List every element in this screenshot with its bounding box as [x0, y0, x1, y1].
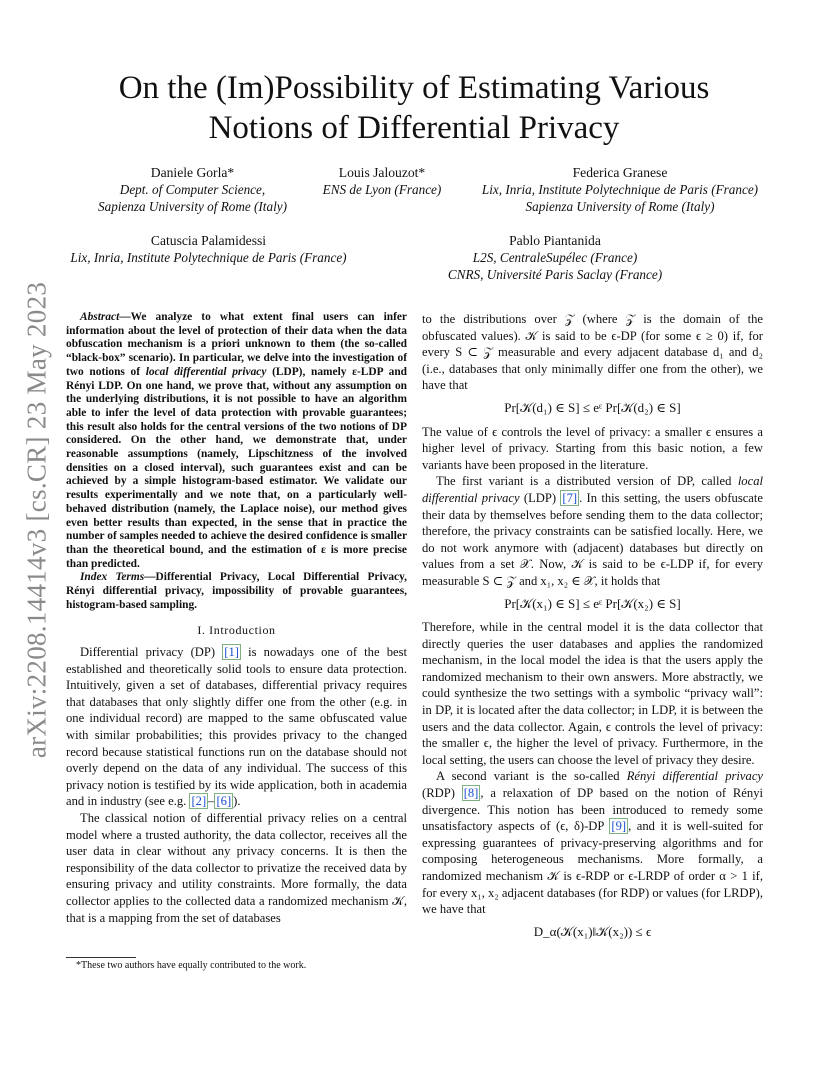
- body-paragraph: The value of ϵ controls the level of privacy: a smaller ϵ ensures a higher level of privacy. Starting from this basic notion, a few variants have been proposed in the literature.: [422, 424, 763, 472]
- paper-title: [70, 68, 758, 148]
- author-name: Catuscia Palamidessi: [150, 233, 267, 248]
- author-block-piantanida: [430, 232, 680, 283]
- author-name: Federica Granese: [572, 165, 668, 180]
- abstract-label: Abstract: [80, 311, 120, 323]
- author-affiliation: L2S, CentraleSupélec (France): [472, 250, 638, 265]
- abstract: Abstract—We analyze to what extent final users can infer information about the level of protection of their data when the data obfuscation mechanism is a priori unknown to them (the so-called “black-box” scenario). In particular, we delve into the investigation of two notions of local differential privacy (LDP), namely ε-LDP and Rényi LDP. On one hand, we prove that, without any assumption on the underlying distributions, it is not possible to have an algorithm able to infer the level of data protection with provable guarantees; this result also holds for the central versions of the two notions of DP considered. On the other hand, we demonstrate that, under reasonable assumptions (namely, Lipschitzness of the involved densities on a closed interval), such guarantees exist and can be achieved by a simple histogram-based estimator. We validate our results experimentally and we note that, on a particularly well-behaved distribution (namely, the Laplace noise), our method gives even better results than expected, in the sense that in practice the number of samples needed to achieve the desired confidence is smaller than the theoretical bound, and the estimation of ε is more precise than predicted.: [66, 311, 408, 570]
- author-block-jalouzot: [304, 164, 460, 198]
- author-name: Pablo Piantanida: [509, 233, 601, 248]
- citation-link[interactable]: [6]: [216, 794, 232, 809]
- arxiv-sidebar: [14, 272, 60, 768]
- equation-dp: Pr[𝒦(d₁) ∈ S] ≤ eᵋ Pr[𝒦(d₂) ∈ S]: [504, 399, 681, 415]
- citation-link[interactable]: [2]: [191, 794, 207, 809]
- author-affiliation: Sapienza University of Rome (Italy): [525, 199, 715, 214]
- citation-link[interactable]: [1]: [224, 645, 239, 660]
- citation-link[interactable]: [9]: [611, 819, 627, 834]
- right-column: [422, 311, 763, 947]
- equation-rdp: D_α(𝒦(x₁)‖𝒦(x₂)) ≤ ϵ: [533, 923, 652, 939]
- footnote: *These two authors have equally contributed to the work.: [76, 960, 307, 971]
- body-paragraph: Therefore, while in the central model it is the data collector that directly queries the user databases and applies the randomized mechanism, in the local model the idea is that the users apply the randomized mechanism to their own answers. More abstractly, we could synthesize the two settings with a symbolic “privacy wall”: in DP, it is located after the data collector; in LDP, it is between the users and the data collector. Again, ϵ controls the level of privacy: the smaller ϵ, the higher the level of privacy. Furthermore, in the local setting, the users can choose the level of privacy they desire.: [422, 620, 763, 767]
- intro-paragraph-2: The classical notion of differential privacy relies on a central model where a trusted authority, the data collector, receives all the user data in clear without any privacy concerns. It is then the responsibility of the data collector to privatize the received data by ensuring privacy and utility constraints. More formally, the data collector applies to the collected data a randomized mechanism 𝒦, that is a mapping from the set of databases: [66, 811, 407, 925]
- body-paragraph: A second variant is the so-called Rényi differential privacy (RDP) [8] , a relaxation of DP based on the notion of Rényi divergence. This notion has been introduced to remedy some unsatisfactory aspects of (ϵ, δ)-DP [9] , and it is well-suited for expressing guarantees of privacy-preserving algorithms and for composing heterogeneous mechanisms. More formally, a randomized mechanism 𝒦 is ϵ-RDP or ϵ-LRDP of order α > 1 if, for every x₁, x₂ adjacent databases (for RDP) or values (for LRDP), we have that: [422, 769, 764, 917]
- author-affiliation: Lix, Inria, Institute Polytechnique de Paris (France): [70, 250, 347, 265]
- author-block-granese: [460, 164, 780, 215]
- author-block-palamidessi: [56, 232, 361, 266]
- author-affiliation: Sapienza University of Rome (Italy): [98, 199, 287, 214]
- author-block-gorla: [66, 164, 319, 215]
- index-terms-label: Index Terms: [80, 571, 145, 584]
- intro-paragraph-1: Differential privacy (DP) [1] is nowadays one of the best established and theoretically solid tools to ensure data protection. Intuitively, given a set of databases, differential privacy requires that databases that only slightly differ one from the other (e.g. in one individual record) are mapped to the same obfuscated value with similar probabilities; this provides privacy to the changed record because statistical functions run on the database should not overly depend on the data of any individual. The success of this privacy notion is testified by its wide application, both in academia and in industry (see e.g. [2] – [6] ).: [66, 645, 407, 809]
- body-paragraph: The first variant is a distributed version of DP, called local differential privacy (LDP) [7] . In this setting, the users obfuscate their data by themselves before sending them to the data collector; therefore, the privacy constraints can be satisfied locally. Here, we do not work anymore with (adjacent) databases but directly on values from a set 𝒳. Now, 𝒦 is said to be ϵ-LDP if, for every measurable S ⊂ 𝒵 and x₁, x₂ ∈ 𝒳, it holds that: [422, 474, 763, 588]
- citation-link[interactable]: [7]: [562, 490, 578, 505]
- author-affiliation: Dept. of Computer Science,: [119, 182, 266, 197]
- citation-link[interactable]: [8]: [463, 786, 479, 801]
- footnote-rule: [66, 957, 136, 958]
- section-heading: I. Introduction: [197, 623, 276, 638]
- author-affiliation: Lix, Inria, Institute Polytechnique de Paris (France): [481, 182, 759, 197]
- left-column: [66, 311, 407, 926]
- arxiv-identifier: arXiv:2208.14414v3 [cs.CR] 23 May 2023: [21, 281, 52, 759]
- author-affiliation: ENS de Lyon (France): [322, 182, 442, 197]
- body-paragraph: to the distributions over 𝒵 (where 𝒵 is the domain of the obfuscated values). 𝒦 is said to be ϵ-DP (for some ϵ ≥ 0) if, for every S ⊂ 𝒵 measurable and every adjacent database d₁ and d₂ (i.e., databases that only minimally differ one from the other), we have that: [422, 312, 763, 393]
- index-terms: Index Terms—Differential Privacy, Local Differential Privacy, Rényi differential privacy, impossibility of provable guarantees, histogram-based sampling.: [66, 571, 407, 611]
- author-affiliation: CNRS, Université Paris Saclay (France): [447, 267, 663, 282]
- author-name: Daniele Gorla*: [150, 165, 235, 180]
- title-line-2: Notions of Differential Privacy: [208, 110, 620, 146]
- equation-ldp: Pr[𝒦(x₁) ∈ S] ≤ eᵋ Pr[𝒦(x₂) ∈ S]: [504, 595, 681, 611]
- title-line-1: On the (Im)Possibility of Estimating Various: [118, 70, 710, 106]
- author-name: Louis Jalouzot*: [338, 165, 426, 180]
